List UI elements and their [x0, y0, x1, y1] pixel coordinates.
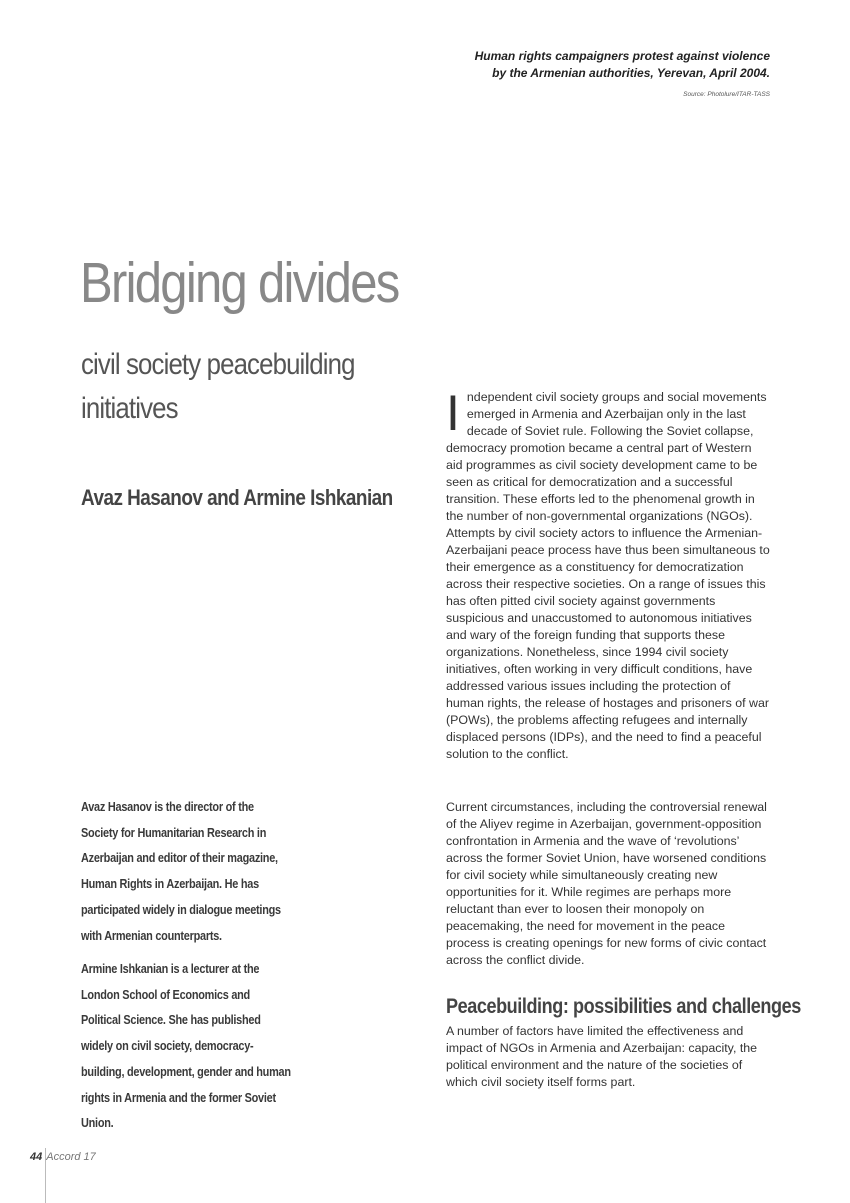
caption-line-2: by the Armenian authorities, Yerevan, April 2004.	[492, 66, 770, 80]
drop-cap: I	[446, 385, 460, 441]
page-number: 44	[30, 1151, 43, 1163]
article-subtitle: civil society peacebuilding initiatives	[81, 348, 355, 425]
article-authors: Avaz Hasanov and Armine Ishkanian	[81, 485, 393, 510]
section-heading: Peacebuilding: possibilities and challenges	[446, 995, 801, 1018]
body-paragraph-3	[446, 1023, 770, 1091]
body-paragraph-3-text: A number of factors have limited the effectiveness and impact of NGOs in Armenia and Azerbaijan: capacity, the political environment and the nature of the societies of which civil society itself forms part.	[446, 1024, 758, 1089]
author-bio-hasanov: Avaz Hasanov is the director of the Society for Humanitarian Research in Azerbaijan and editor of their magazine, Human Rights in Azerbaijan. He has participated widely in dialogue meetings with Armenian counterparts.	[81, 799, 281, 943]
caption-line-1: Human rights campaigners protest against violence	[474, 49, 770, 63]
photo-caption	[350, 48, 770, 82]
caption-source: Source: Photolure/ITAR-TASS	[683, 91, 770, 98]
body-paragraph-2-text: Current circumstances, including the controversial renewal of the Aliyev regime in Azerbaijan, government-opposition confrontation in Armenia and the wave of ‘revolutions’ across the former Soviet Union, have worsened conditions for civil society while simultaneously creating new opportunities for it. While regimes are perhaps more reluctant than ever to loosen their monopoly on peacemaking, the need for movement in the peace process is creating openings for new forms of civic contact across the conflict divide.	[446, 800, 767, 967]
journal-name: Accord 17	[46, 1151, 96, 1163]
body-paragraph-1	[446, 385, 770, 763]
article-title: Bridging divides	[80, 251, 399, 315]
body-paragraph-2	[446, 799, 770, 969]
author-bio-ishkanian: Armine Ishkanian is a lecturer at the London School of Economics and Political Science. She has published widely on civil society, democracy-building, development, gender and human rights in Armenia and the former Soviet Union.	[81, 961, 291, 1131]
body-paragraph-1-text: ndependent civil society groups and social movements emerged in Armenia and Azerbaijan only in the last decade of Soviet rule. Following the Soviet collapse, democracy promotion became a central part of Western aid programmes as civil society development came to be seen as critical for democratization and a successful transition. These efforts led to the phenomenal growth in the number of non-governmental organizations (NGOs). Attempts by civil society actors to influence the Armenian-Azerbaijani peace process have thus been simultaneous to their emergence as a constituency for democratization across their respective societies. On a range of issues this has often pitted civil society against governments suspicious and unaccustomed to autonomous initiatives and wary of the foreign funding that supports these organizations. Nonetheless, since 1994 civil society initiatives, often working in very difficult conditions, have addressed various issues including the protection of human rights, the release of hostages and prisoners of war (POWs), the problems affecting refugees and internally displaced persons (IDPs), and the need to find a peaceful solution to the conflict.	[446, 390, 770, 761]
page-footer	[30, 1151, 96, 1163]
